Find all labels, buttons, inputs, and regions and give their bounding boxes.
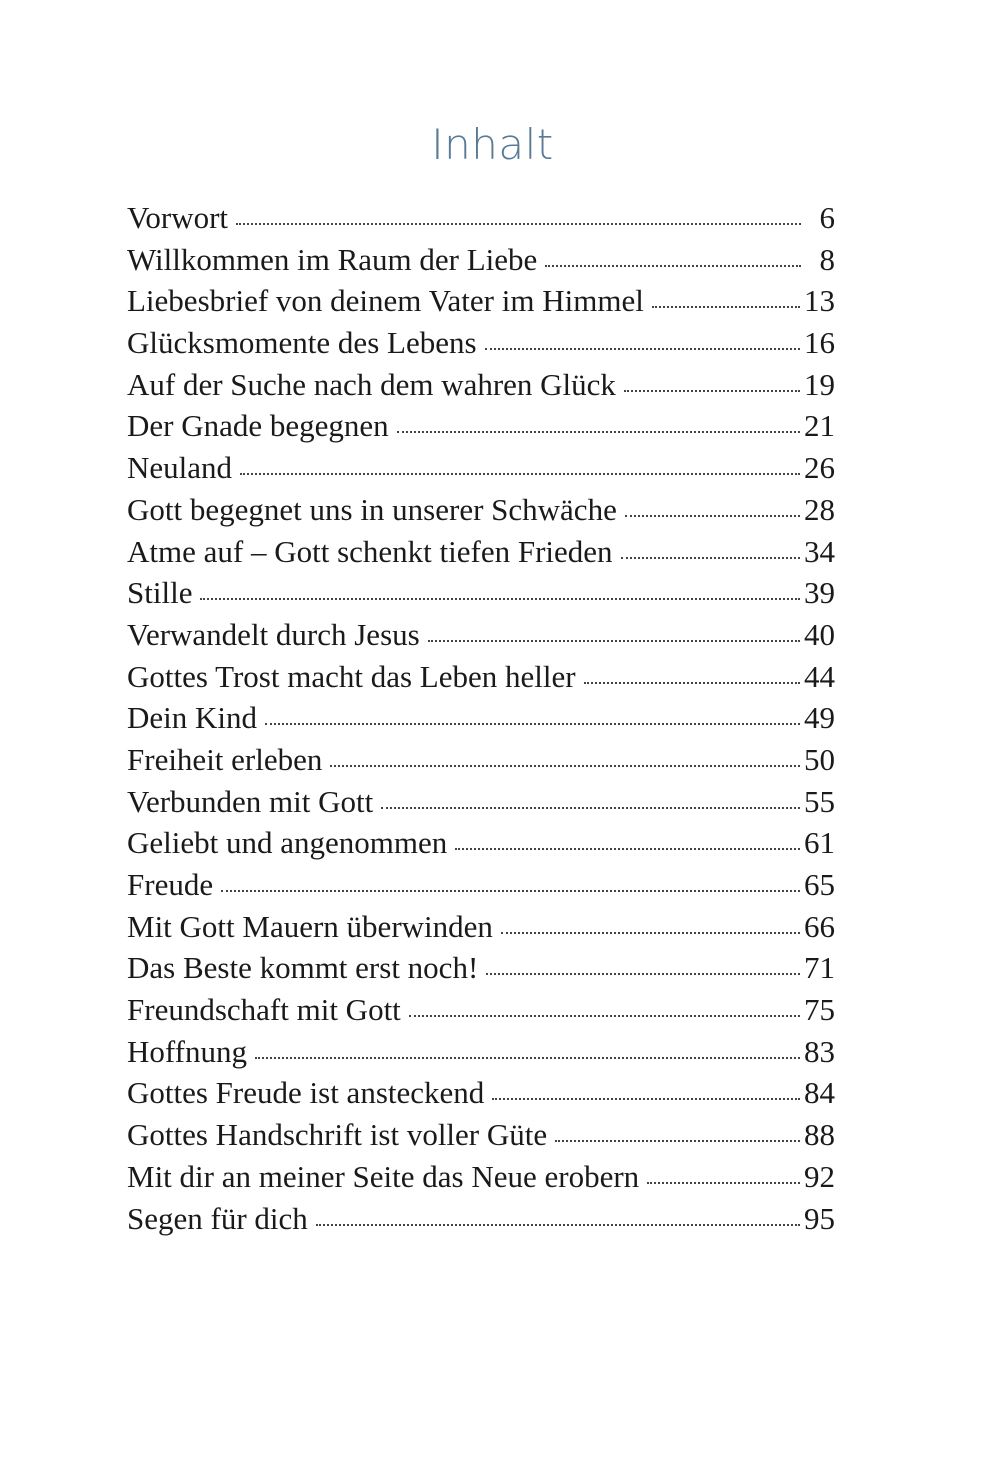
toc-entry	[127, 322, 835, 364]
toc-entry-title: Dein Kind	[127, 700, 258, 736]
toc-entry	[127, 489, 835, 531]
toc-entry-page-number: 66	[804, 908, 835, 944]
dot-leader	[409, 1015, 800, 1017]
toc-entry	[127, 572, 835, 614]
toc-entry	[127, 1198, 835, 1240]
dot-leader	[397, 431, 800, 433]
toc-entry	[127, 1072, 835, 1114]
toc-entry-title: Neuland	[127, 450, 233, 486]
page-title: Inhalt	[431, 120, 554, 169]
toc-entry-title: Freude	[127, 867, 214, 902]
dot-leader	[652, 306, 800, 308]
dot-leader	[200, 598, 800, 600]
toc-entry-title: Verbunden mit Gott	[127, 783, 374, 819]
toc-entry-page-number: 83	[804, 1033, 835, 1069]
toc-entry-page-number: 26	[804, 450, 835, 486]
toc-entry-page-number: 13	[804, 283, 835, 319]
toc-entry-title: Der Gnade begegnen	[127, 408, 389, 444]
toc-entry	[127, 239, 835, 281]
dot-leader	[255, 1057, 800, 1059]
toc-entry-page-number: 8	[819, 241, 835, 277]
toc-entry-title: Mit dir an meiner Seite das Neue erobern	[127, 1158, 640, 1194]
toc-entry	[127, 656, 835, 698]
toc-entry-title: Freiheit erleben	[127, 741, 323, 777]
toc-entry-title: Freundschaft mit Gott	[127, 992, 401, 1028]
toc-entry	[127, 947, 835, 989]
toc-entry-title: Das Beste kommt erst noch!	[127, 950, 479, 986]
toc-entry-page-number: 44	[804, 658, 835, 694]
dot-leader	[624, 390, 800, 392]
dot-leader	[625, 515, 800, 517]
toc-entry-title: Auf der Suche nach dem wahren Glück	[127, 366, 616, 402]
dot-leader	[545, 265, 801, 267]
toc-entry-page-number: 95	[804, 1200, 835, 1236]
toc-entry-title: Hoffnung	[127, 1033, 247, 1069]
toc-entry	[127, 697, 835, 739]
toc-entry	[127, 1156, 835, 1198]
toc-entry-title: Stille	[127, 575, 193, 611]
toc-entry-title: Geliebt und angenommen	[127, 825, 448, 861]
toc-entry-title: Willkommen im Raum der Liebe	[127, 241, 538, 277]
toc-entry-title: Liebesbrief von deinem Vater im Himmel	[127, 283, 644, 319]
toc-entry	[127, 822, 835, 864]
toc-entry	[127, 405, 835, 447]
toc-entry	[127, 781, 835, 823]
toc-entry	[127, 447, 835, 489]
toc-entry	[127, 906, 835, 948]
dot-leader	[485, 348, 800, 350]
toc-entry-page-number: 40	[804, 616, 835, 652]
toc-entry-title: Gottes Freude ist ansteckend	[127, 1075, 485, 1111]
toc-entry-page-number: 71	[804, 950, 835, 986]
toc-entry	[127, 739, 835, 781]
toc-entry-title: Gott begegnet uns in unserer Schwäche	[127, 491, 617, 527]
toc-entry	[127, 197, 835, 239]
dot-leader	[492, 1098, 800, 1100]
dot-leader	[265, 723, 800, 725]
toc-entry-page-number: 39	[804, 575, 835, 611]
toc-entry-page-number: 55	[804, 783, 835, 819]
toc-entry-page-number: 49	[804, 700, 835, 736]
toc-entry	[127, 531, 835, 573]
toc-entry-title: Segen für dich	[127, 1200, 308, 1236]
toc-entry-page-number: 21	[804, 408, 835, 444]
dot-leader	[455, 848, 800, 850]
toc-entry	[127, 1114, 835, 1156]
dot-leader	[584, 682, 800, 684]
table-of-contents	[127, 197, 835, 1239]
toc-entry-title: Gottes Handschrift ist voller Güte	[127, 1117, 548, 1153]
toc-entry-page-number: 50	[804, 741, 835, 777]
toc-entry	[127, 280, 835, 322]
toc-entry-page-number: 16	[804, 325, 835, 361]
toc-entry-page-number: 19	[804, 366, 835, 402]
toc-entry-title: Vorwort	[127, 200, 229, 235]
toc-entry-page-number: 28	[804, 491, 835, 527]
toc-entry-page-number: 6	[819, 200, 835, 235]
toc-entry-page-number: 88	[804, 1117, 835, 1153]
dot-leader	[236, 223, 801, 225]
toc-entry	[127, 989, 835, 1031]
toc-entry-page-number: 61	[804, 825, 835, 861]
toc-entry	[127, 364, 835, 406]
toc-entry-title: Glücksmomente des Lebens	[127, 325, 477, 361]
toc-entry-title: Verwandelt durch Jesus	[127, 616, 420, 652]
toc-entry-title: Gottes Trost macht das Leben heller	[127, 658, 576, 694]
dot-leader	[316, 1224, 800, 1226]
toc-entry	[127, 614, 835, 656]
dot-leader	[555, 1140, 800, 1142]
toc-entry-page-number: 84	[804, 1075, 835, 1111]
toc-entry-title: Atme auf – Gott schenkt tiefen Frieden	[127, 533, 613, 569]
toc-entry-page-number: 34	[804, 533, 835, 569]
toc-entry-page-number: 92	[804, 1158, 835, 1194]
dot-leader	[428, 640, 800, 642]
toc-entry	[127, 864, 835, 906]
dot-leader	[221, 890, 800, 892]
dot-leader	[486, 973, 800, 975]
dot-leader	[381, 807, 800, 809]
dot-leader	[240, 473, 800, 475]
dot-leader	[647, 1182, 800, 1184]
toc-entry-page-number: 75	[804, 992, 835, 1028]
toc-entry	[127, 1031, 835, 1073]
dot-leader	[621, 557, 800, 559]
dot-leader	[330, 765, 800, 767]
toc-entry-title: Mit Gott Mauern überwinden	[127, 908, 493, 944]
toc-entry-page-number: 65	[804, 867, 835, 902]
dot-leader	[501, 932, 800, 934]
